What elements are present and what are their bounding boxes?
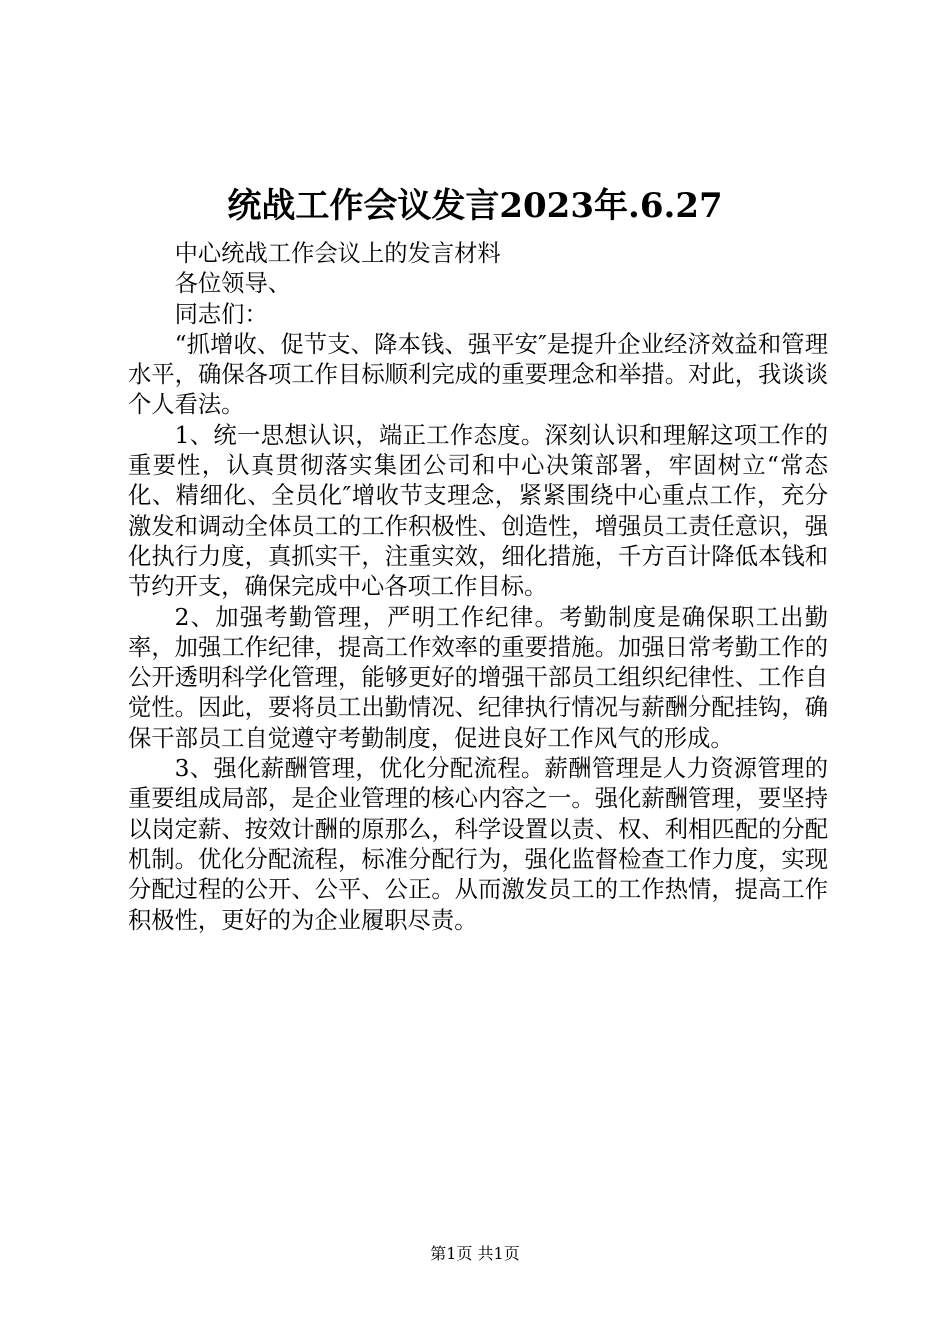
body-paragraph-point-1: 1、统一思想认识，端正工作态度。深刻认识和理解这项工作的重要性，认真贯彻落实集团公司和中心决策部署，牢固树立“常态化、精细化、全员化″增收节支理念，紧紧围绕中心重点工作，充分激发和调动全体员工的工作积极性、创造性，增强员工责任意识，强化执行力度，真抓实干，注重实效，细化措施，千方百计降低本钱和节约开支，确保完成中心各项工作目标。 — [128, 421, 828, 601]
body-paragraph-point-2: 2、加强考勤管理，严明工作纪律。考勤制度是确保职工出勤率，加强工作纪律，提高工作效率的重要措施。加强日常考勤工作的公开透明科学化管理，能够更好的增强干部员工组织纪律性、工作自觉性。因此，要将员工出勤情况、纪律执行情况与薪酬分配挂钩，确保干部员工自觉遵守考勤制度，促进良好工作风气的形成。 — [128, 603, 828, 752]
document-body — [128, 239, 828, 936]
body-paragraph-salutation-2: 同志们： — [174, 300, 268, 328]
body-paragraph-subtitle: 中心统战工作会议上的发言材料 — [174, 240, 501, 267]
page-footer: 第1页 共1页 — [430, 1244, 520, 1263]
body-paragraph-point-3: 3、强化薪酬管理，优化分配流程。薪酬管理是人力资源管理的重要组成局部，是企业管理的核心内容之一。强化薪酬管理，要坚持以岗定薪、按效计酬的原那么，科学设置以责、权、利相匹配的分配机制。优化分配流程，标准分配行为，强化监督检查工作力度，实现分配过程的公开、公平、公正。从而激发员工的工作热情，提高工作积极性，更好的为企业履职尽责。 — [128, 755, 828, 934]
body-paragraph-salutation-1: 各位领导、 — [174, 270, 292, 298]
body-paragraph-intro: “抓增收、促节支、降本钱、强平安″是提升企业经济效益和管理水平，确保各项工作目标顺利完成的重要理念和举措。对此，我谈谈个人看法。 — [128, 330, 828, 419]
document-title: 统战工作会议发言2023年.6.27 — [227, 186, 723, 226]
